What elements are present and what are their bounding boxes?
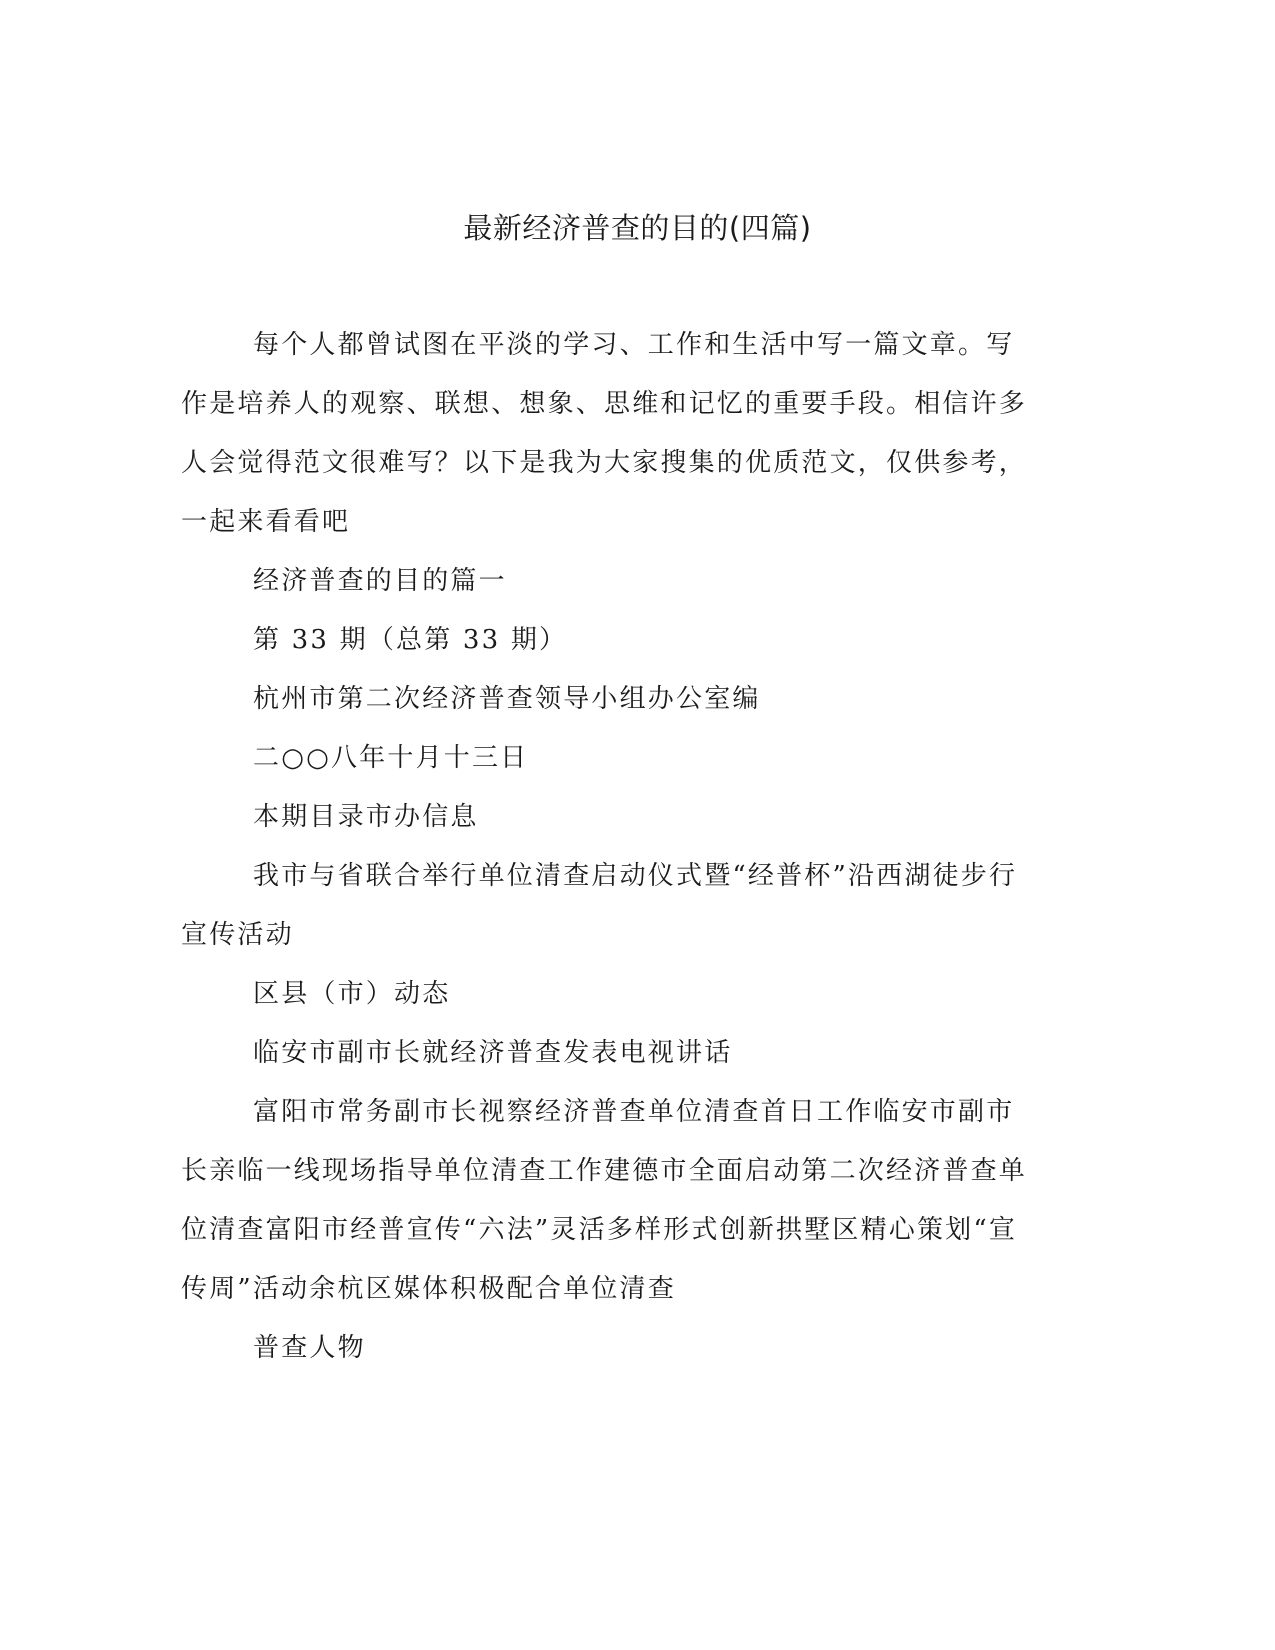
intro-paragraph: 每个人都曾试图在平淡的学习、工作和生活中写一篇文章。写作是培养人的观察、联想、想象、思维和记忆的重要手段。相信许多人会觉得范文很难写？以下是我为大家搜集的优质范文，仅供参考，一起来看看吧: [181, 330, 1028, 537]
toc-heading: 本期目录市办信息: [253, 802, 479, 832]
toc-item-launch-event: 我市与省联合举行单位清查启动仪式暨“经普杯”沿西湖徒步行宣传活动: [181, 861, 1018, 950]
issue-date: 二○○八年十月十三日: [253, 743, 529, 773]
issue-number: 第 33 期（总第 33 期）: [253, 625, 568, 655]
editor-office: 杭州市第二次经济普查领导小组办公室编: [253, 684, 761, 714]
toc-item-tv-speech: 临安市副市长就经济普查发表电视讲话: [253, 1038, 733, 1068]
document-title: 最新经济普查的目的(四篇): [463, 211, 812, 245]
toc-heading-people: 普查人物: [253, 1333, 366, 1363]
document-body: [181, 316, 1029, 1378]
section-heading-1: 经济普查的目的篇一: [253, 566, 507, 596]
toc-heading-district-news: 区县（市）动态: [253, 979, 451, 1009]
toc-item-district-list: 富阳市常务副市长视察经济普查单位清查首日工作临安市副市长亲临一线现场指导单位清查工作建德市全面启动第二次经济普查单位清查富阳市经普宣传“六法”灵活多样形式创新拱墅区精心策划“宣传周”活动余杭区媒体积极配合单位清查: [181, 1097, 1028, 1304]
